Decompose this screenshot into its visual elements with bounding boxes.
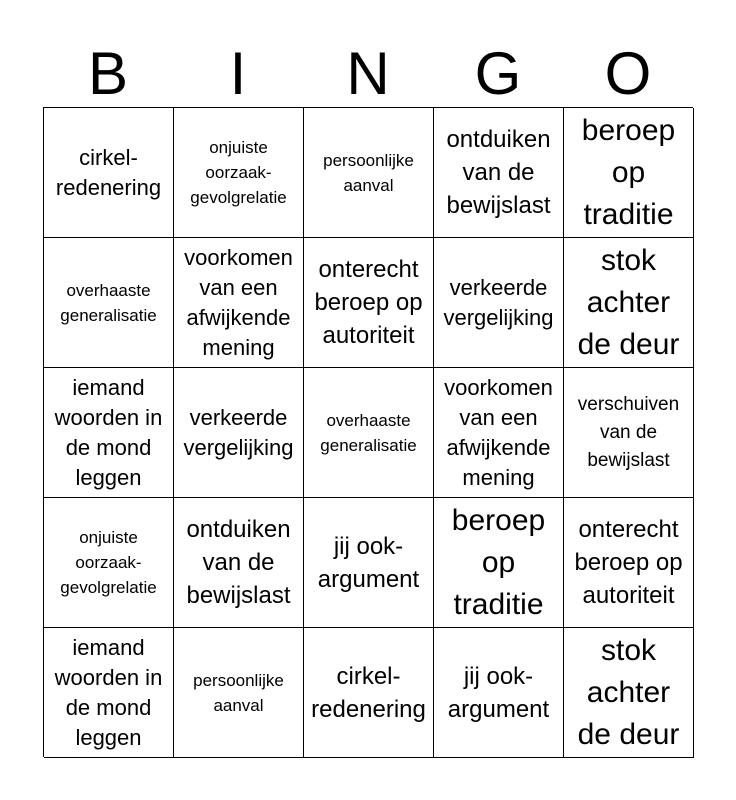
bingo-cell[interactable] <box>44 108 174 238</box>
bingo-cell[interactable] <box>304 368 434 498</box>
header-letter-b: B <box>87 40 129 107</box>
cell-text: beroep op traditie <box>451 503 546 621</box>
cell-text: cirkel- redenering <box>55 144 162 200</box>
cell-text: stok achter de deur <box>577 633 680 751</box>
cell-text: jij ook- argument <box>317 532 420 593</box>
bingo-cell[interactable] <box>44 368 174 498</box>
bingo-cell[interactable] <box>434 368 564 498</box>
cell-text: onterecht beroep op autoriteit <box>574 516 683 609</box>
bingo-cell[interactable] <box>174 498 304 628</box>
bingo-cell[interactable] <box>44 238 174 368</box>
bingo-cell[interactable] <box>44 628 174 758</box>
cell-text: verschuiven van de bewijslast <box>577 393 680 471</box>
bingo-cell[interactable] <box>304 108 434 238</box>
bingo-cell[interactable] <box>174 238 304 368</box>
cell-text: beroep op traditie <box>581 113 676 231</box>
bingo-cell[interactable] <box>434 628 564 758</box>
bingo-cell[interactable] <box>44 498 174 628</box>
bingo-cell[interactable] <box>564 628 694 758</box>
bingo-cell[interactable] <box>564 368 694 498</box>
bingo-cell[interactable] <box>174 628 304 758</box>
bingo-grid <box>43 107 693 757</box>
cell-text: onterecht beroep op autoriteit <box>314 256 423 349</box>
header-letter-g: G <box>474 40 522 107</box>
header-letter-n: N <box>346 40 390 107</box>
cell-text: onjuiste oorzaak- gevolgrelatie <box>60 528 157 597</box>
cell-text: persoonlijke aanval <box>323 150 414 195</box>
cell-text: iemand woorden in de mond leggen <box>54 374 163 490</box>
cell-text: cirkel- redenering <box>311 662 426 723</box>
bingo-cell[interactable] <box>434 498 564 628</box>
bingo-cell[interactable] <box>304 498 434 628</box>
cell-text: stok achter de deur <box>577 243 680 361</box>
bingo-cell[interactable] <box>434 238 564 368</box>
bingo-cell[interactable] <box>564 498 694 628</box>
cell-text: voorkomen van een afwijkende mening <box>444 374 553 490</box>
cell-text: overhaaste generalisatie <box>320 410 417 455</box>
cell-text: iemand woorden in de mond leggen <box>54 634 163 750</box>
cell-text: ontduiken van de bewijslast <box>186 516 291 609</box>
bingo-header <box>43 40 693 108</box>
bingo-cell[interactable] <box>174 368 304 498</box>
bingo-cell[interactable] <box>304 238 434 368</box>
cell-text: jij ook- argument <box>447 662 550 723</box>
cell-text: ontduiken van de bewijslast <box>446 126 551 219</box>
bingo-cell[interactable] <box>564 238 694 368</box>
cell-text: overhaaste generalisatie <box>60 280 157 325</box>
header-letter-i: I <box>229 40 247 107</box>
cell-text: verkeerde vergelijking <box>443 274 554 330</box>
cell-text: verkeerde vergelijking <box>183 404 294 460</box>
bingo-cell[interactable] <box>174 108 304 238</box>
cell-text: voorkomen van een afwijkende mening <box>184 244 293 360</box>
cell-text: onjuiste oorzaak- gevolgrelatie <box>190 138 287 207</box>
bingo-cell[interactable] <box>304 628 434 758</box>
header-letter-o: O <box>604 40 652 107</box>
bingo-cell[interactable] <box>434 108 564 238</box>
bingo-cell[interactable] <box>564 108 694 238</box>
cell-text: persoonlijke aanval <box>193 670 284 715</box>
